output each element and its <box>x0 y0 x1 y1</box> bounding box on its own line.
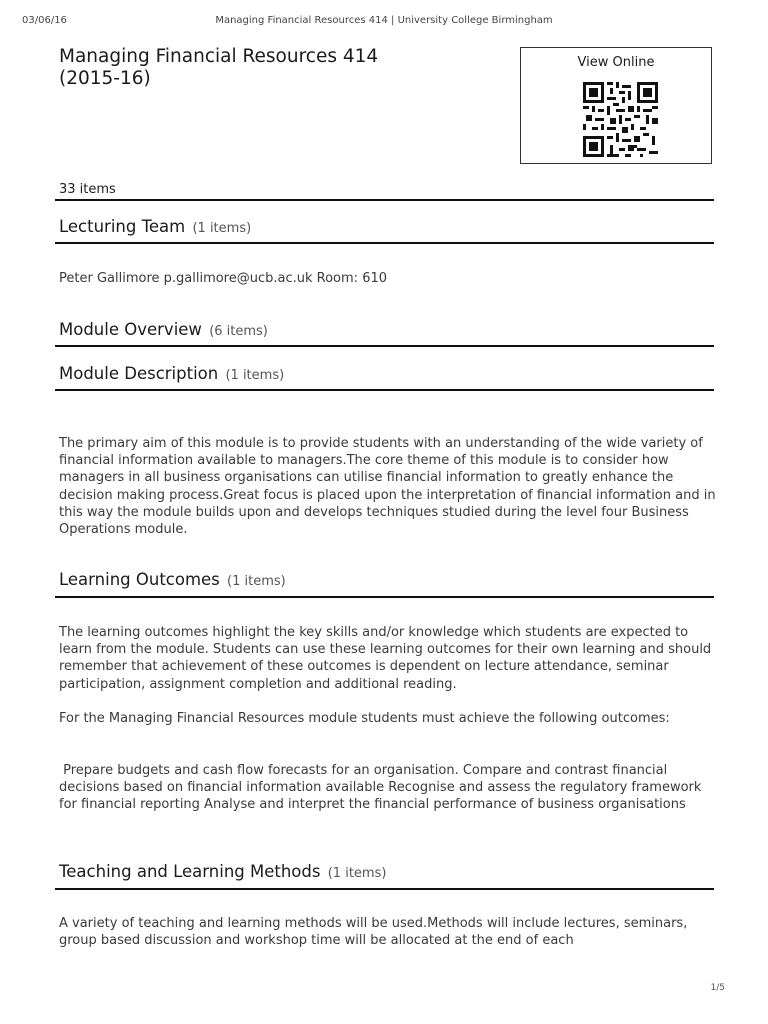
section-title[interactable]: Module Overview <box>59 320 202 339</box>
section-heading-learning-outcomes[interactable] <box>59 570 286 589</box>
section-title[interactable]: Teaching and Learning Methods <box>59 862 321 881</box>
section-item-count: (1 items) <box>225 368 285 383</box>
print-header <box>0 15 768 29</box>
divider <box>55 596 714 598</box>
learning-outcomes-requirement: For the Managing Financial Resources module students must achieve the following outcomes: <box>59 711 670 726</box>
divider <box>55 389 714 391</box>
list-title-name: Managing Financial Resources 414 <box>59 46 379 67</box>
module-description-text: The primary aim of this module is to provide students with an understanding of the wide variety of financial information available to managers.The core theme of this module is to consider how managers in all business organisations can utilise financial information to greatly enhance the decision making process.Great focus is placed upon the interpretation of financial information and in this way the module builds upon and develops techniques studied during the level four Business Operations module. <box>59 436 716 538</box>
divider <box>55 345 714 347</box>
section-heading-module-description[interactable] <box>59 364 284 383</box>
qr-code-icon[interactable] <box>583 82 658 157</box>
list-title <box>59 46 489 90</box>
lecturing-team-text: Peter Gallimore p.gallimore@ucb.ac.uk Room: 610 <box>59 271 388 286</box>
section-title[interactable]: Module Description <box>59 364 219 383</box>
page-number: 1/5 <box>710 983 725 993</box>
view-online-box[interactable] <box>520 47 712 164</box>
list-title-year: (2015-16) <box>59 68 151 89</box>
divider <box>55 888 714 890</box>
section-title[interactable]: Learning Outcomes <box>59 570 220 589</box>
section-item-count: (6 items) <box>209 324 268 339</box>
section-heading-lecturing-team[interactable] <box>59 217 251 236</box>
section-heading-module-overview[interactable] <box>59 320 268 339</box>
section-item-count: (1 items) <box>192 221 252 236</box>
divider <box>55 199 714 201</box>
learning-outcomes-intro: The learning outcomes highlight the key skills and/or knowledge which students are expected to learn from the module. Students can use these learning outcomes for their own learning and should remember that achievement of these outcomes is dependent on lecture attendance, seminar participation, assignment completion and additional reading. <box>59 625 712 692</box>
divider <box>55 242 714 244</box>
learning-outcomes-list: Prepare budgets and cash flow forecasts for an organisation. Compare and contrast financial decisions based on financial information available Recognise and assess the regulatory framework for financial reporting Analyse and interpret the financial performance of business organisations <box>59 763 706 813</box>
section-heading-teaching-methods[interactable] <box>59 862 386 881</box>
section-item-count: (1 items) <box>327 866 387 881</box>
print-date: 03/06/16 <box>22 15 67 26</box>
teaching-methods-text: A variety of teaching and learning methods will be used.Methods will include lectures, seminars, group based discussion and workshop time will be allocated at the end of each <box>59 916 688 949</box>
section-item-count: (1 items) <box>227 574 286 589</box>
print-page-title: Managing Financial Resources 414 | University College Birmingham <box>215 15 553 26</box>
view-online-label[interactable]: View Online <box>577 55 655 70</box>
item-count: 33 items <box>59 182 116 197</box>
section-title[interactable]: Lecturing Team <box>59 217 186 236</box>
